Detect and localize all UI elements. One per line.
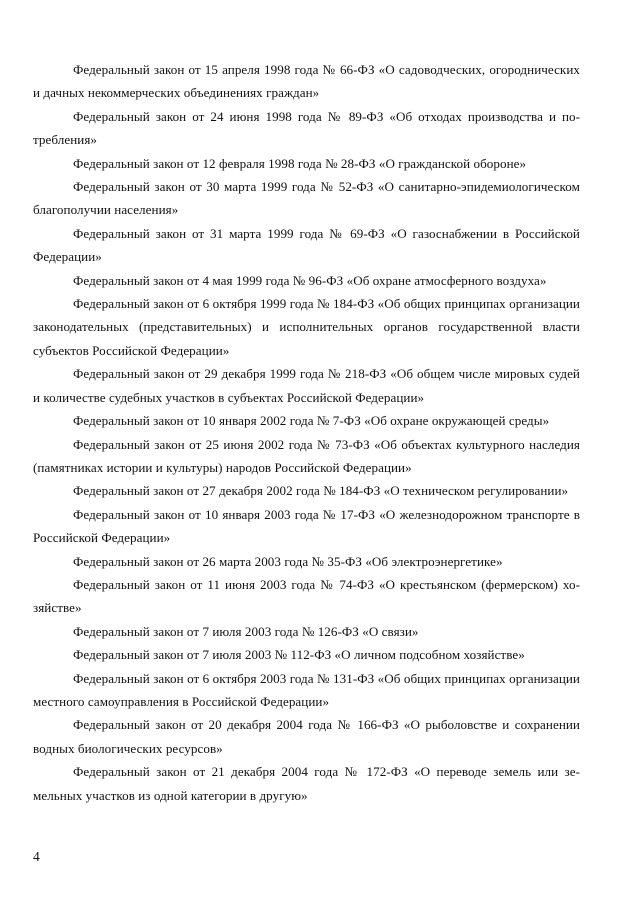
law-item: Федеральный закон от 30 марта 1999 года № 52-ФЗ «О санитарно-эпидемиологическом благополучии населения»	[33, 179, 580, 218]
law-item: Федеральный закон от 15 апреля 1998 года № 66-ФЗ «О садоводческих, огороднических и дачных некоммерческих объединениях граждан»	[33, 62, 580, 101]
law-item: Федеральный закон от 6 октября 2003 года № 131-ФЗ «Об общих принципах организации местного самоуправления в Российской Федерации»	[33, 670, 580, 709]
law-item: Федеральный закон от 31 марта 1999 года № 69-ФЗ «О газоснабжении в Российской Федерации»	[33, 225, 580, 265]
law-item: Федеральный закон от 26 марта 2003 года № 35-ФЗ «Об электроэнергетике»	[73, 553, 503, 569]
law-item: Федеральный закон от 24 июня 1998 года № 89-ФЗ «Об отходах производства и потребления»	[33, 108, 580, 148]
law-item: Федеральный закон от 25 июня 2002 года № 73-ФЗ «Об объектах культурного наследия (памятниках истории и культуры) народов Российской Федерации»	[33, 436, 580, 475]
law-item: Федеральный закон от 27 декабря 2002 года № 184-ФЗ «О техническом регулировании»	[73, 483, 569, 499]
law-list	[33, 58, 580, 807]
law-item: Федеральный закон от 20 декабря 2004 года № 166-ФЗ «О рыболовстве и сохранении водных биологических ресурсов»	[33, 717, 580, 756]
law-item: Федеральный закон от 7 июля 2003 года № 126-ФЗ «О связи»	[73, 623, 419, 639]
law-item: Федеральный закон от 11 июня 2003 года № 74-ФЗ «О крестьянском (фермерском) хозяйстве»	[33, 576, 580, 616]
law-item: Федеральный закон от 4 мая 1999 года № 96-ФЗ «Об охране атмосферного воздуха»	[73, 272, 547, 288]
law-item: Федеральный закон от 7 июля 2003 № 112-ФЗ «О личном подсобном хозяйстве»	[73, 647, 525, 663]
law-item: Федеральный закон от 21 декабря 2004 года № 172-ФЗ «О переводе земель или земельных участков из одной категории в другую»	[33, 764, 580, 803]
law-item: Федеральный закон от 29 декабря 1999 года № 218-ФЗ «Об общем числе мировых судей и количестве судебных участков в субъектах Российской Федерации»	[33, 366, 580, 405]
law-item: Федеральный закон от 12 февраля 1998 года № 28-ФЗ «О гражданской обороне»	[73, 155, 527, 171]
page-number: 4	[33, 849, 40, 864]
law-item: Федеральный закон от 10 января 2002 года № 7-ФЗ «Об охране окружающей среды»	[73, 413, 550, 429]
law-item: Федеральный закон от 10 января 2003 года № 17-ФЗ «О железнодорожном транспорте в Российской Федерации»	[33, 506, 580, 546]
law-item: Федеральный закон от 6 октября 1999 года № 184-ФЗ «Об общих принципах организации законодательных (представительных) и исполнительных органов государственной власти субъектов Российской Федерации»	[33, 296, 580, 358]
